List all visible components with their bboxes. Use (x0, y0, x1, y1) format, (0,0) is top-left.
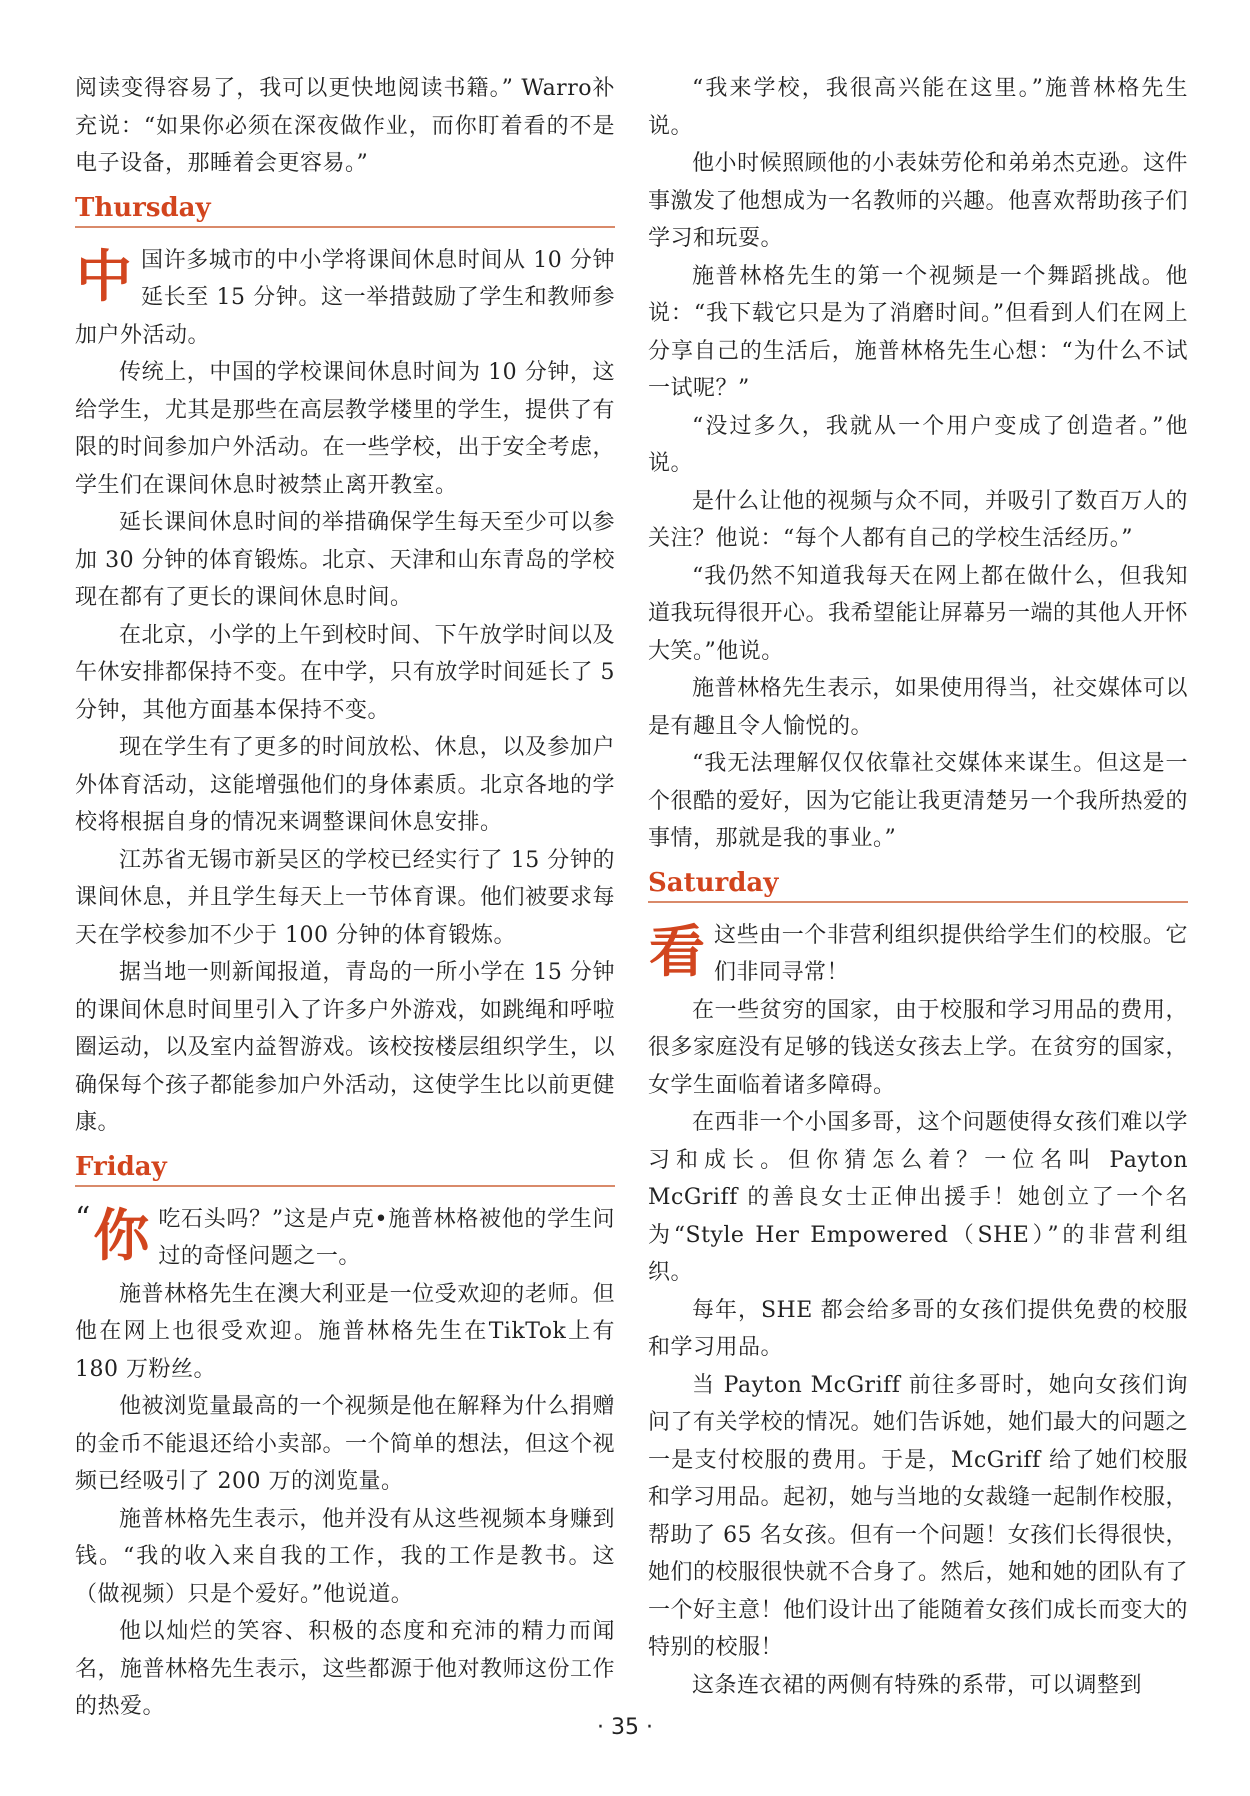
thursday-dropcap: 中 (76, 243, 132, 310)
left-column (75, 70, 615, 1726)
thursday-paragraph: 延长课间休息时间的举措确保学生每天至少可以参加 30 分钟的体育锻炼。北京、天津和山东青岛的学校现在都有了更长的课间休息时间。 (75, 510, 615, 610)
friday-continued-paragraph: “没过多久，我就从一个用户变成了创造者。”他说。 (648, 413, 1188, 476)
friday-continued-paragraph: “我仍然不知道我每天在网上都在做什么，但我知道我玩得很开心。我希望能让屏幕另一端的其他人开怀大笑。”他说。 (648, 563, 1189, 664)
right-column (648, 70, 1188, 1704)
friday-continued-paragraph: 是什么让他的视频与众不同，并吸引了数百万人的关注？他说：“每个人都有自己的学校生活经历。” (648, 488, 1188, 551)
friday-dropcap: 你 (93, 1202, 150, 1269)
friday-continued-paragraph: 施普林格先生表示，如果使用得当，社交媒体可以是有趣且令人愉悦的。 (648, 676, 1188, 739)
saturday-paragraph: 每年，SHE 都会给多哥的女孩们提供免费的校服和学习用品。 (648, 1297, 1188, 1360)
thursday-paragraph: 江苏省无锡市新吴区的学校已经实行了 15 分钟的课间休息，并且学生每天上一节体育课。他们被要求每天在学校参加不少于 100 分钟的体育锻炼。 (75, 847, 616, 948)
friday-continued-paragraph: “我来学校，我很高兴能在这里。”施普林格先生说。 (648, 76, 1188, 139)
friday-paragraph: 他被浏览量最高的一个视频是他在解释为什么捐赠的金币不能退还给小卖部。一个简单的想法，但这个视频已经吸引了 200 万的浏览量。 (75, 1394, 616, 1494)
thursday-lead-text: 国许多城市的中小学将课间休息时间从 10 分钟延长至 15 分钟。这一举措鼓励了学生和教师参加户外活动。 (75, 247, 615, 348)
saturday-paragraph: 这条连衣裙的两侧有特殊的系带，可以调整到 (692, 1672, 1143, 1698)
saturday-paragraph: 当 Payton McGriff 前往多哥时，她向女孩们询问了有关学校的情况。她们告诉她，她们最大的问题之一是支付校服的费用。于是，McGriff 给了她们校服和学习用品。起初，她与当地的女裁缝一起制作校服，帮助了 65 名女孩。但有一个问题！女孩们长得很快，她们的校服很快就不合身了。然后，她和她的团队有了一个好主意！他们设计出了能随着女孩们成长而变大的特别的校服！ (648, 1372, 1189, 1660)
friday-continued-paragraph: “我无法理解仅仅依靠社交媒体来谋生。但这是一个很酷的爱好，因为它能让我更清楚另一个我所热爱的事情，那就是我的事业。” (648, 751, 1189, 851)
friday-lead (75, 1201, 615, 1276)
friday-heading: Friday (75, 1152, 615, 1187)
saturday-dropcap: 看 (649, 918, 705, 985)
thursday-paragraph: 在北京，小学的上午到校时间、下午放学时间以及午休安排都保持不变。在中学，只有放学时间延长了 5 分钟，其他方面基本保持不变。 (75, 622, 615, 723)
saturday-heading: Saturday (648, 868, 1188, 903)
friday-lead-text: 吃石头吗？”这是卢克•施普林格被他的学生问过的奇怪问题之一。 (158, 1206, 615, 1269)
saturday-lead (648, 917, 1188, 992)
friday-paragraph: 他以灿烂的笑容、积极的态度和充沛的精力而闻名，施普林格先生表示，这些都源于他对教师这份工作的热爱。 (75, 1619, 616, 1719)
thursday-lead (75, 242, 615, 355)
thursday-heading: Thursday (75, 193, 615, 228)
thursday-paragraph: 传统上，中国的学校课间休息时间为 10 分钟，这给学生，尤其是那些在高层教学楼里的学生，提供了有限的时间参加户外活动。在一些学校，出于安全考虑，学生们在课间休息时被禁止离开教室。 (75, 360, 616, 498)
saturday-paragraph: 在西非一个小国多哥，这个问题使得女孩们难以学习和成长。但你猜怎么着？一位名叫 Payton McGriff 的善良女士正伸出援手！她创立了一个名为“Style Her Empowered（SHE）”的非营利组织。 (648, 1110, 1188, 1285)
friday-paragraph: 施普林格先生表示，他并没有从这些视频本身赚到钱。“我的收入来自我的工作，我的工作是教书。这（做视频）只是个爱好。”他说道。 (75, 1506, 615, 1607)
saturday-paragraph: 在一些贫穷的国家，由于校服和学习用品的费用，很多家庭没有足够的钱送女孩去上学。在贫穷的国家，女学生面临着诸多障碍。 (648, 997, 1189, 1098)
friday-paragraph: 施普林格先生在澳大利亚是一位受欢迎的老师。但他在网上也很受欢迎。施普林格先生在TikTok上有 180 万粉丝。 (75, 1281, 615, 1382)
friday-continued-paragraph: 他小时候照顾他的小表妹劳伦和弟弟杰克逊。这件事激发了他想成为一名教师的兴趣。他喜欢帮助孩子们学习和玩耍。 (648, 151, 1189, 251)
thursday-paragraph: 据当地一则新闻报道，青岛的一所小学在 15 分钟的课间休息时间里引入了许多户外游戏，如跳绳和呼啦圈运动，以及室内益智游戏。该校按楼层组织学生，以确保每个孩子都能参加户外活动，这使学生比以前更健康。 (75, 960, 616, 1135)
friday-quote-mark: “ (75, 1200, 91, 1236)
intro-paragraph: 阅读变得容易了，我可以更快地阅读书籍。” Warro补充说：“如果你必须在深夜做作业，而你盯着看的不是电子设备，那睡着会更容易。” (75, 76, 615, 176)
friday-continued-paragraph: 施普林格先生的第一个视频是一个舞蹈挑战。他说：“我下载它只是为了消磨时间。”但看到人们在网上分享自己的生活后，施普林格先生心想：“为什么不试一试呢？” (648, 263, 1188, 401)
page-number: · 35 · (597, 1715, 653, 1740)
saturday-lead-text: 这些由一个非营利组织提供给学生们的校服。它们非同寻常！ (714, 922, 1188, 985)
thursday-paragraph: 现在学生有了更多的时间放松、休息，以及参加户外体育活动，这能增强他们的身体素质。北京各地的学校将根据自身的情况来调整课间休息安排。 (75, 735, 616, 835)
